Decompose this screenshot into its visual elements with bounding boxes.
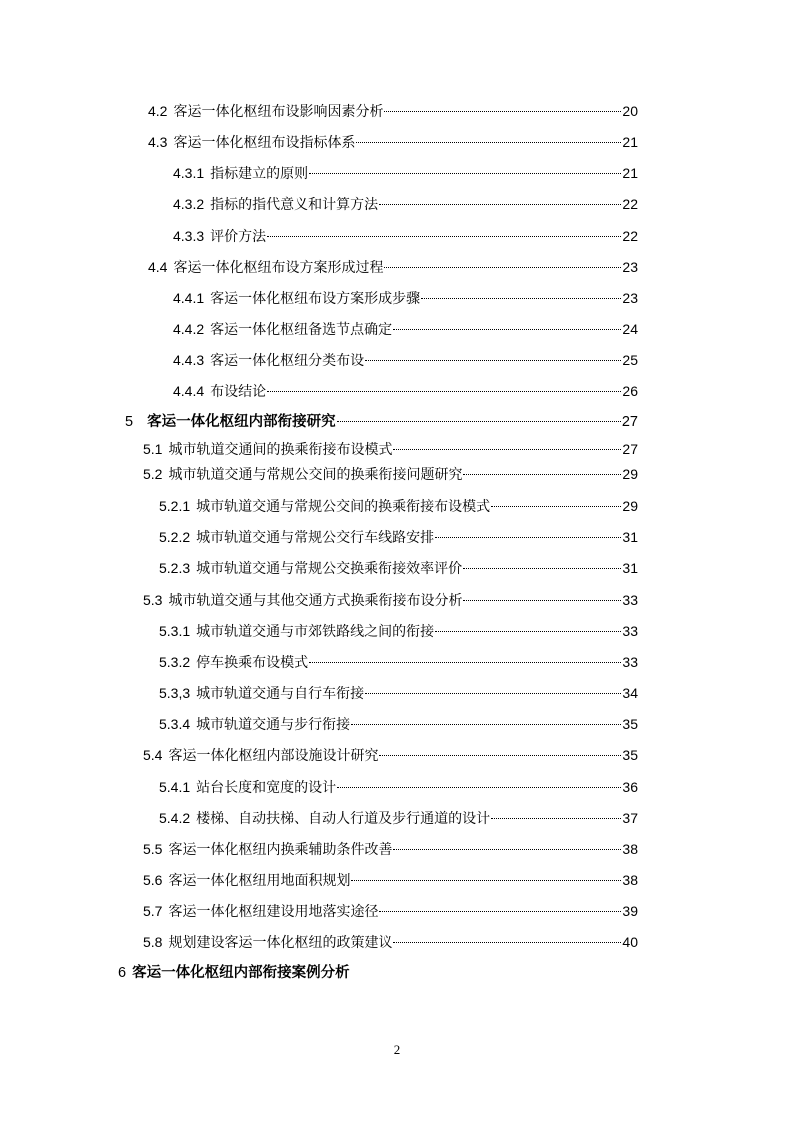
dot-leader [463, 600, 621, 601]
toc-page: 22 [622, 228, 638, 244]
toc-entry-4-3-3[interactable]: 4.3.3 评价方法 22 [173, 228, 638, 244]
dot-leader [309, 173, 621, 174]
toc-entry-4-2[interactable]: 4.2 客运一体化枢纽布设影响因素分析 20 [148, 103, 638, 119]
dot-leader [491, 818, 621, 819]
toc-title: 客运一体化枢纽布设指标体系 [173, 134, 356, 150]
toc-page: 33 [622, 654, 638, 670]
toc-page: 40 [622, 934, 638, 950]
toc-title: 客运一体化枢纽备选节点确定 [210, 321, 393, 337]
page-number: 2 [393, 1042, 401, 1057]
toc-page: 33 [622, 623, 638, 639]
toc-title: 客运一体化枢纽建设用地落实途径 [168, 903, 379, 919]
toc-title: 城市轨道交通与常规公交间的换乘衔接布设模式 [196, 498, 491, 514]
toc-page: 38 [622, 841, 638, 857]
toc-page: 23 [622, 290, 638, 306]
toc-title: 城市轨道交通与常规公交换乘衔接效率评价 [196, 560, 463, 576]
toc-entry-4-4[interactable]: 4.4 客运一体化枢纽布设方案形成过程 23 [148, 259, 638, 275]
toc-page: 31 [622, 560, 638, 576]
toc-entry-5-2-3[interactable]: 5.2.3 城市轨道交通与常规公交换乘衔接效率评价 31 [159, 560, 638, 576]
toc-entry-5-2-1[interactable]: 5.2.1 城市轨道交通与常规公交间的换乘衔接布设模式 29 [159, 498, 638, 514]
toc-title: 规划建设客运一体化枢纽的政策建议 [168, 934, 393, 950]
dot-leader [267, 391, 621, 392]
toc-page: 27 [621, 414, 638, 430]
toc-entry-5-8[interactable]: 5.8 规划建设客运一体化枢纽的政策建议 40 [143, 934, 638, 950]
toc-title: 站台长度和宽度的设计 [196, 779, 337, 795]
toc-entry-chapter-5[interactable]: 5 客运一体化枢纽内部衔接研究 27 [125, 414, 638, 430]
toc-entry-5-4[interactable]: 5.4 客运一体化枢纽内部设施设计研究 35 [143, 747, 638, 763]
dot-leader [421, 298, 621, 299]
dot-leader [384, 267, 621, 268]
toc-entry-5-5[interactable]: 5.5 客运一体化枢纽内换乘辅助条件改善 38 [143, 841, 638, 857]
toc-entry-4-4-2[interactable]: 4.4.2 客运一体化枢纽备选节点确定 24 [173, 321, 638, 337]
toc-entry-4-4-3[interactable]: 4.4.3 客运一体化枢纽分类布设 25 [173, 352, 638, 368]
toc-entry-5-3-1[interactable]: 5.3.1 城市轨道交通与市郊铁路线之间的衔接 33 [159, 623, 638, 639]
dot-leader [351, 880, 621, 881]
toc-page: 27 [622, 441, 638, 457]
toc-entry-5-2[interactable]: 5.2 城市轨道交通与常规公交间的换乘衔接问题研究 29 [143, 466, 638, 482]
dot-leader [463, 474, 621, 475]
dot-leader [393, 942, 621, 943]
toc-title: 客运一体化枢纽内部衔接研究 [147, 414, 336, 430]
dot-leader [384, 111, 621, 112]
toc-entry-4-3-1[interactable]: 4.3.1 指标建立的原则 21 [173, 165, 638, 181]
toc-page: 21 [622, 134, 638, 150]
toc-title: 客运一体化枢纽内部设施设计研究 [168, 747, 379, 763]
toc-title: 客运一体化枢纽内换乘辅助条件改善 [168, 841, 393, 857]
toc-page: 29 [622, 466, 638, 482]
toc-title: 客运一体化枢纽布设方案形成过程 [173, 259, 384, 275]
toc-entry-4-3[interactable]: 4.3 客运一体化枢纽布设指标体系 21 [148, 134, 638, 150]
dot-leader [351, 724, 621, 725]
toc-page: 22 [622, 196, 638, 212]
toc-entry-5-2-2[interactable]: 5.2.2 城市轨道交通与常规公交行车线路安排 31 [159, 529, 638, 545]
toc-entry-5-3-4[interactable]: 5.3.4 城市轨道交通与步行衔接 35 [159, 716, 638, 732]
toc-title: 客运一体化枢纽布设影响因素分析 [173, 103, 384, 119]
dot-leader [379, 755, 621, 756]
dot-leader [309, 662, 621, 663]
toc-page: 25 [622, 352, 638, 368]
toc-title: 城市轨道交通间的换乘衔接布设模式 [168, 441, 393, 457]
toc-title: 城市轨道交通与步行衔接 [196, 716, 351, 732]
dot-leader [379, 911, 621, 912]
toc-title: 指标建立的原则 [210, 165, 309, 181]
dot-leader [393, 449, 621, 450]
toc-title: 楼梯、自动扶梯、自动人行道及步行通道的设计 [196, 810, 491, 826]
toc-page: 34 [622, 685, 638, 701]
toc-page: 26 [622, 383, 638, 399]
toc-title: 客运一体化枢纽用地面积规划 [168, 872, 351, 888]
dot-leader [491, 506, 621, 507]
dot-leader [393, 849, 621, 850]
toc-entry-5-3-3[interactable]: 5.3,3 城市轨道交通与自行车衔接 34 [159, 685, 638, 701]
dot-leader [463, 568, 621, 569]
toc-page: 29 [622, 498, 638, 514]
toc-title: 城市轨道交通与市郊铁路线之间的衔接 [196, 623, 435, 639]
toc-page: 37 [622, 810, 638, 826]
dot-leader [267, 236, 621, 237]
toc-entry-5-3-2[interactable]: 5.3.2 停车换乘布设模式 33 [159, 654, 638, 670]
toc-page: 35 [622, 747, 638, 763]
toc-title: 城市轨道交通与其他交通方式换乘衔接布设分析 [168, 592, 463, 608]
toc-entry-5-4-2[interactable]: 5.4.2 楼梯、自动扶梯、自动人行道及步行通道的设计 37 [159, 810, 638, 826]
toc-page: 36 [622, 779, 638, 795]
toc-entry-5-1[interactable]: 5.1 城市轨道交通间的换乘衔接布设模式 27 [143, 441, 638, 457]
toc-page: 24 [622, 321, 638, 337]
toc-entry-4-4-1[interactable]: 4.4.1 客运一体化枢纽布设方案形成步骤 23 [173, 290, 638, 306]
toc-entry-chapter-6[interactable]: 6 客运一体化枢纽内部衔接案例分析 [118, 965, 350, 981]
dot-leader [393, 329, 621, 330]
toc-entry-4-4-4[interactable]: 4.4.4 布设结论 26 [173, 383, 638, 399]
toc-entry-5-6[interactable]: 5.6 客运一体化枢纽用地面积规划 38 [143, 872, 638, 888]
dot-leader [356, 142, 621, 143]
dot-leader [435, 537, 621, 538]
toc-page: 20 [622, 103, 638, 119]
toc-title: 客运一体化枢纽布设方案形成步骤 [210, 290, 421, 306]
toc-title: 客运一体化枢纽分类布设 [210, 352, 365, 368]
toc-page: 33 [622, 592, 638, 608]
toc-entry-5-4-1[interactable]: 5.4.1 站台长度和宽度的设计 36 [159, 779, 638, 795]
toc-title: 城市轨道交通与自行车衔接 [196, 685, 365, 701]
toc-page: 21 [622, 165, 638, 181]
toc-title: 客运一体化枢纽内部衔接案例分析 [132, 965, 350, 981]
toc-title: 城市轨道交通与常规公交间的换乘衔接问题研究 [168, 466, 463, 482]
toc-title: 停车换乘布设模式 [196, 654, 309, 670]
dot-leader [365, 693, 621, 694]
toc-page: 39 [622, 903, 638, 919]
dot-leader [379, 204, 621, 205]
toc-title: 指标的指代意义和计算方法 [210, 196, 379, 212]
toc-page: 38 [622, 872, 638, 888]
dot-leader [435, 631, 621, 632]
toc-page: 35 [622, 716, 638, 732]
toc-entry-5-3[interactable]: 5.3 城市轨道交通与其他交通方式换乘衔接布设分析 33 [143, 592, 638, 608]
toc-page: 31 [622, 529, 638, 545]
toc-entry-5-7[interactable]: 5.7 客运一体化枢纽建设用地落实途径 39 [143, 903, 638, 919]
dot-leader [337, 421, 621, 422]
toc-title: 城市轨道交通与常规公交行车线路安排 [196, 529, 435, 545]
dot-leader [365, 360, 621, 361]
toc-title: 布设结论 [210, 383, 267, 399]
toc-title: 评价方法 [210, 228, 267, 244]
toc-entry-4-3-2[interactable]: 4.3.2 指标的指代意义和计算方法 22 [173, 196, 638, 212]
toc-page: 23 [622, 259, 638, 275]
dot-leader [337, 787, 621, 788]
